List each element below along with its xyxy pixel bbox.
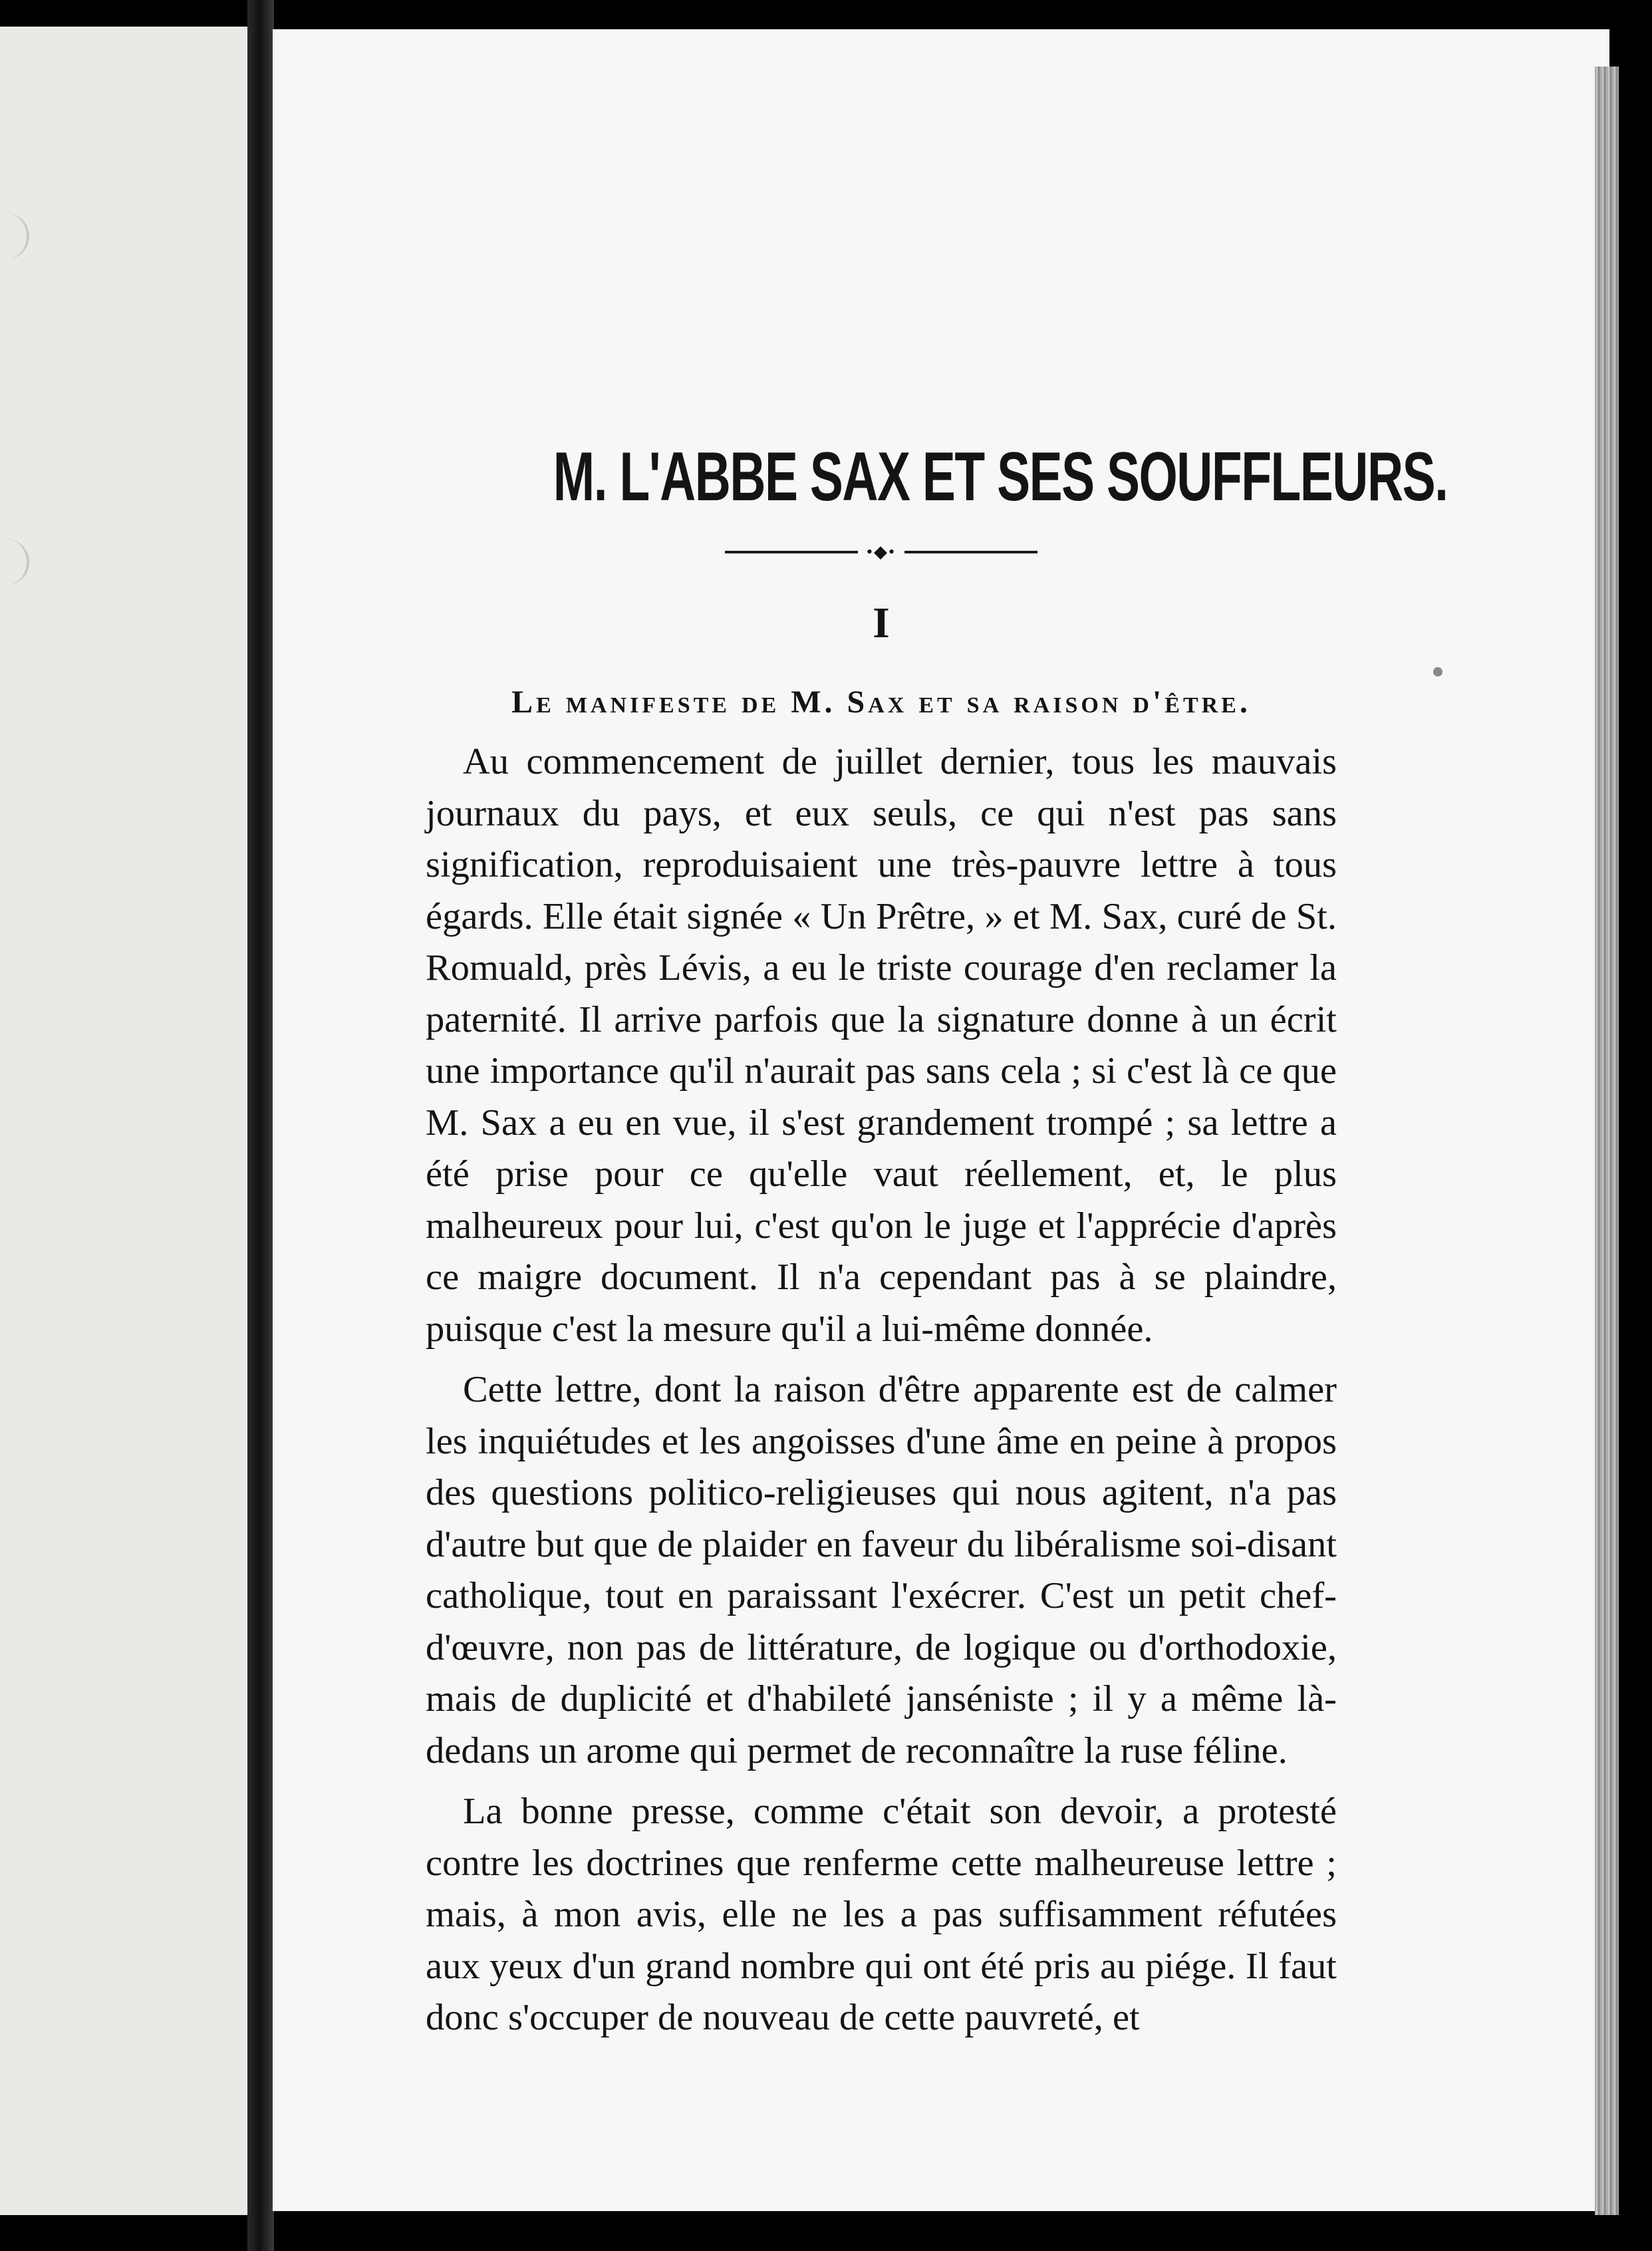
title-ornament [725,544,1037,560]
body-text [426,736,1337,2044]
facing-page [0,27,259,2215]
main-title: M. L'ABBE SAX ET SES SOUFFLEURS. [553,438,1448,516]
book-gutter [247,0,274,2251]
chapter-title: Le manifeste de M. Sax et sa raison d'être. [511,684,1251,720]
paragraph: Cette lettre, dont la raison d'être apparente est de calmer les inquiétudes et les angoisses d'une âme en peine à propos des questions politico-religieuses qui nous agitent, n'a pas d'autre but que de plaider en faveur du libéralisme soi-disant catholique, tout en paraissant l'exécrer. C'est un petit chef-d'œuvre, non pas de littérature, de logique ou d'orthodoxie, mais de duplicité et d'habileté janséniste ; il y a même là-dedans un arome qui permet de reconnaître la ruse féline. [426,1369,1337,1771]
page-edge [1595,67,1619,2215]
bleed-through-mark [0,213,29,259]
ornament-rule-right [904,551,1037,553]
paragraph: La bonne presse, comme c'était son devoir, a protesté contre les doctrines que renferme cette malheureuse lettre ; mais, à mon avis, elle ne les a pas suffisamment réfutées aux yeux d'un grand nombre qui ont été pris au piége. Il faut donc s'occuper de nouveau de cette pauvreté, et [426,1791,1337,2039]
paragraph: Au commencement de juillet dernier, tous les mauvais journaux du pays, et eux seuls, ce qui n'est pas sans signification, reproduisaient une très-pauvre lettre à tous égards. Elle était signée « Un Prêtre, » et M. Sax, curé de St. Romuald, près Lévis, a eu le triste courage d'en reclamer la paternité. Il arrive parfois que la signature donne à un écrit une importance qu'il n'aurait pas sans cela ; si c'est là ce que M. Sax a eu en vue, il s'est grandement trompé ; sa lettre a été prise pour ce qu'elle vaut réellement, et, le plus malheureux pour lui, c'est qu'on le juge et l'apprécie d'après ce maigre document. Il n'a cependant pas à se plaindre, puisque c'est la mesure qu'il a lui-même donnée. [426,741,1337,1350]
chapter-number: I [873,599,890,648]
bleed-through-mark [0,539,29,585]
page-content [426,399,1448,2053]
ornament-dots: •◆• [866,542,896,562]
ornament-rule-left [725,551,858,553]
paper-stain [1433,667,1443,676]
